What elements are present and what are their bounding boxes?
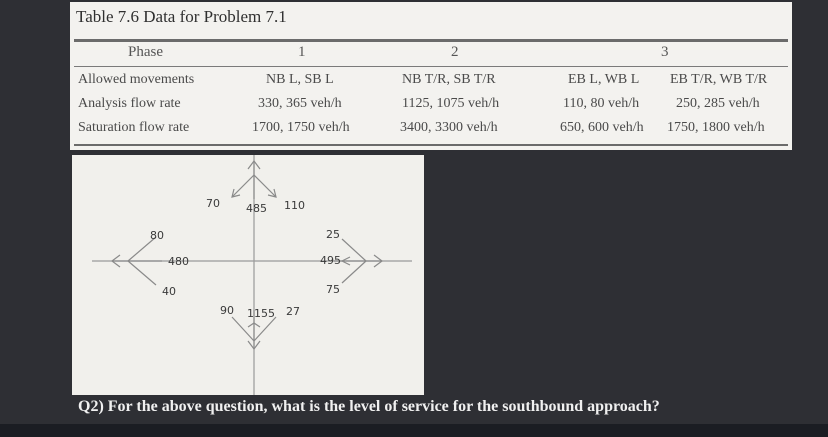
east-bottom-volume: 75 [326,283,340,296]
header-phase: Phase [128,44,163,60]
cell-phase2: 1125, 1075 veh/h [402,96,500,111]
row-label: Allowed movements [78,72,195,87]
cell-phase1: NB L, SB L [266,72,334,87]
cell-phase2: NB T/R, SB T/R [402,72,496,87]
table-bottom-rule [74,144,788,146]
south-right-volume: 27 [286,305,300,318]
table-top-rule [74,39,788,42]
east-through-volume: 495 [320,254,341,267]
intersection-svg [72,155,424,395]
cell-phase3a: EB L, WB L [568,72,640,87]
cell-phase1: 1700, 1750 veh/h [252,120,350,135]
cell-phase3b: EB T/R, WB T/R [670,72,768,87]
north-left-volume: 70 [206,197,220,210]
west-bottom-volume: 40 [162,285,176,298]
south-through-volume: 1155 [247,307,275,320]
row-label: Analysis flow rate [78,96,181,111]
west-top-volume: 80 [150,229,164,242]
south-left-volume: 90 [220,304,234,317]
table-caption: Table 7.6 Data for Problem 7.1 [76,7,287,26]
cell-phase3a: 650, 600 veh/h [560,120,644,135]
cell-phase3a: 110, 80 veh/h [563,96,640,111]
intersection-diagram [72,155,424,395]
north-left-arrow [232,175,254,197]
north-right-volume: 110 [284,199,305,212]
cell-phase2: 3400, 3300 veh/h [400,120,498,135]
cell-phase3b: 1750, 1800 veh/h [667,120,765,135]
cell-phase1: 330, 365 veh/h [258,96,342,111]
bottom-bar [0,424,828,437]
row-label: Saturation flow rate [78,120,190,135]
question-text: Q2) For the above question, what is the level of service for the southbound approach? [78,398,660,415]
header-phase-2: 2 [451,44,459,60]
header-phase-1: 1 [298,44,306,60]
east-top-volume: 25 [326,228,340,241]
north-through-volume: 485 [246,202,267,215]
table-7-6 [70,2,792,150]
north-right-arrow [254,175,276,197]
cell-phase3b: 250, 285 veh/h [676,96,760,111]
west-through-volume: 480 [168,255,189,268]
header-phase-3: 3 [661,44,669,60]
table-header-rule [74,66,788,67]
